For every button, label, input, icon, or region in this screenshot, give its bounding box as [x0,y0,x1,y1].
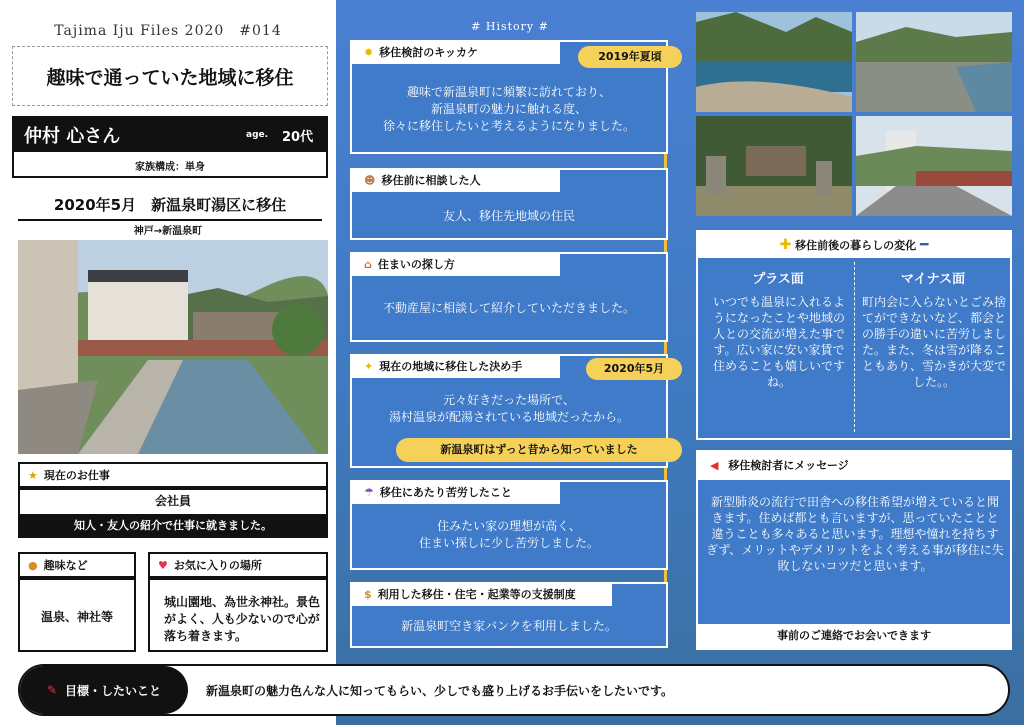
history-card-body [352,518,666,552]
profile-name: 仲村 心さん [24,126,121,147]
goal-text: 新温泉町の魅力色んな人に知ってもらい、少しでも盛り上げるお手伝いをしたいです。 [206,684,674,698]
goal-bar [18,664,1010,716]
message-card [696,450,1012,650]
series-title: Tajima Iju Files 2020 #014 [54,23,282,39]
life-change-card [696,230,1012,440]
history-card-body: 友人、移住先地域の住民 [442,209,575,223]
house-icon: ⌂ [364,258,372,271]
history-line-text: 住まい探しに少し苦労しました。 [418,536,599,550]
river-street-illustration [856,116,1012,216]
favorite-card-title: お気に入りの場所 [173,559,262,572]
job-card-divider [20,486,326,490]
hobby-card [18,552,136,652]
plus-title: プラス面 [752,272,804,287]
history-card-body: 不動産屋に相談して紹介していただきました。 [382,301,635,315]
history-card-consult [350,168,668,240]
history-card-housing [350,252,668,342]
hobby-value: 温泉、神社等 [40,610,113,624]
plus-icon: ✚ [779,237,792,253]
date-pill: 2019年夏頃 [578,46,682,68]
message-text: 新型肺炎の流行で田舎への移住希望が増えていると聞きます。住めば都とも言いますが、思っていたことと違うことも多々あると思います。理想や憧れを持ちすぎず、メリットやデメリットをよく考える事が移住に失敗しないコツだと思います。 [706,495,1004,573]
minus-title: マイナス面 [900,272,966,287]
history-card-head [352,356,560,378]
move-title: 2020年5月 新温泉町湯区に移住 [18,194,322,221]
coast-illustration [696,12,852,112]
favorite-place-card [148,552,328,652]
shrine-illustration [696,116,852,216]
date-pill: 2020年5月 [586,358,682,380]
history-card-head [352,584,612,606]
headline: 趣味で通っていた地域に移住 [12,46,328,106]
minus-icon: ━ [919,237,929,253]
hobby-card-title: 趣味など [43,559,88,572]
history-card-title: 移住検討のキッカケ [379,46,478,59]
life-change-head [698,232,1010,258]
life-change-title: 移住前後の暮らしの変化 [795,239,917,252]
job-card-title: 現在のお仕事 [43,469,110,482]
person-icon: ☻ [364,174,376,187]
history-line-text: 元々好きだった場所で、 [443,393,575,407]
hobby-card-head [20,554,134,576]
job-card-head [20,464,180,486]
history-line-text: 徐々に移住したいと考えるようになりました。 [382,119,635,133]
pushpin-icon: ✎ [46,683,58,697]
palette-icon: ● [28,558,38,572]
history-card-head [352,482,560,504]
age-value: 20代 [282,130,314,145]
age-label: age. [246,130,269,140]
favorite-card-head [150,554,326,576]
history-card-head [352,254,560,276]
town-photo [18,240,328,454]
megaphone-icon: ◀ [710,459,719,472]
lightbulb-icon: ✹ [364,46,374,59]
harbor-illustration [856,12,1012,112]
thumbs-up-icon: ✦ [364,360,374,373]
message-title: 移住検討者にメッセージ [728,459,849,472]
history-card-support [350,582,668,648]
family-info: 家族構成：単身 [135,162,205,173]
history-card-body: 新温泉町空き家バンクを利用しました。 [401,619,617,633]
favorite-value: 城山園地、為世永神社。景色がよく、人も少ないので心が落ち着きます。 [164,595,321,643]
star-icon: ★ [28,468,38,482]
message-footer: 事前のご連絡でお会いできます [698,624,1010,648]
coast-photo [696,12,852,112]
goal-label-badge [20,666,188,714]
shrine-photo [696,116,852,216]
history-line-text: 住みたい家の理想が高く、 [437,519,581,533]
harbor-photo [856,12,1012,112]
goal-label: 目標・したいこと [65,683,162,698]
job-card [18,462,328,538]
umbrella-icon: ☂ [364,486,374,499]
history-card-head [352,42,560,64]
history-card-title: 移住にあたり苦労したこと [379,486,512,499]
history-card-head [352,170,560,192]
job-note: 知人・友人の紹介で仕事に就きました。 [20,514,326,538]
profile-name-bar [14,118,326,152]
history-label: # History # [471,20,549,33]
job-value: 会社員 [154,494,191,508]
profile-card [12,116,328,178]
history-card-body [352,84,666,135]
hobby-card-divider [20,576,134,580]
history-card-hardship [350,480,668,570]
heart-icon: ♥ [158,558,168,572]
money-bag-icon: $ [364,588,372,601]
plus-text: いつでも温泉に入れるようになったことや地域の人との交流が増えた事です。広い家に安い家賃で住めることも嬉しいですね。 [712,295,845,389]
river-street-photo [856,116,1012,216]
message-head [698,452,1010,480]
history-line-text: 趣味で新温泉町に頻繁に訪れており、 [406,85,611,99]
change-divider [854,262,855,432]
history-card-title: 移住前に相談した人 [381,174,481,187]
move-route: 神戸→新温泉町 [133,226,203,237]
history-card-title: 利用した移住・住宅・起業等の支援制度 [377,588,576,601]
history-card-title: 住まいの探し方 [377,258,455,271]
history-card-title: 現在の地域に移住した決め手 [379,360,523,373]
history-line-text: 湯村温泉が配湯されている地域だったから。 [388,410,629,424]
hot-spring-street-illustration [18,240,328,454]
note-pill: 新温泉町はずっと昔から知っていました [396,438,682,462]
history-line-text: 新温泉町の魅力に触れる度、 [430,102,587,116]
minus-text: 町内会に入らないとごみ捨てができないなど、都会との勝手の違いに苦労しました。また、冬は雪が降ることもあり、雪かきが大変でした。。 [861,295,1006,389]
favorite-card-divider [150,576,326,580]
history-card-body [352,392,666,426]
